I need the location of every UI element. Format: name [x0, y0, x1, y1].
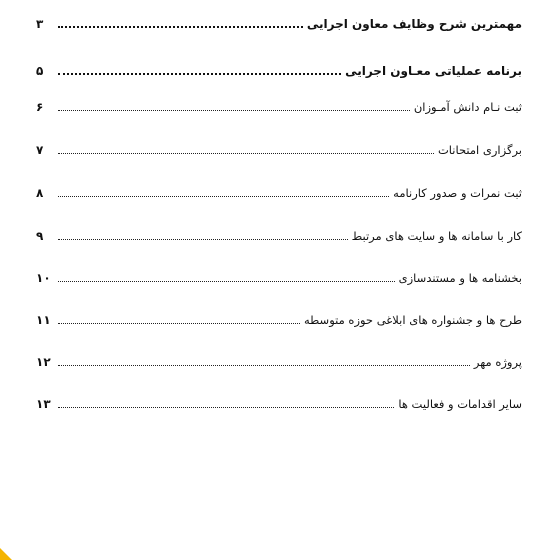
toc-entry-title: سایر اقدامات و فعالیت ها — [398, 397, 522, 411]
toc-entry[interactable] — [36, 392, 522, 412]
toc-entry[interactable] — [36, 224, 522, 244]
toc-page-number: ۹ — [36, 229, 44, 243]
toc-entry[interactable] — [36, 59, 522, 79]
toc-dot-leader — [58, 153, 434, 154]
toc-entry[interactable] — [36, 266, 522, 286]
toc-dot-leader — [58, 110, 410, 111]
toc-entry-title: طرح ها و جشنواره های ابلاغی حوزه متوسطه — [303, 313, 522, 327]
toc-entry[interactable] — [36, 12, 522, 32]
toc-entry[interactable] — [36, 95, 522, 115]
toc-page-number: ۱۰ — [36, 271, 51, 285]
toc-page-number: ۱۱ — [36, 313, 51, 327]
toc-dot-leader — [58, 281, 395, 282]
toc-dot-leader — [58, 239, 348, 240]
toc-entry-title: برگزاری امتحانات — [437, 143, 522, 157]
toc-entry-title: مهمترین شرح وظایف معاون اجرایی — [306, 17, 522, 31]
toc-entry-title: برنامه عملیاتی معـاون اجرایی — [345, 64, 522, 78]
toc-entry[interactable] — [36, 350, 522, 370]
toc-dot-leader — [58, 73, 341, 75]
toc-entry-title: بخشنامه ها و مستندسازی — [398, 271, 522, 285]
toc-entry[interactable] — [36, 181, 522, 201]
corner-accent — [0, 548, 12, 560]
toc-entry-title: ثبت نـام دانش آمـوزان — [413, 100, 522, 114]
toc-page-number: ۳ — [36, 17, 44, 31]
toc-dot-leader — [58, 196, 389, 197]
toc-page-number: ۵ — [36, 64, 44, 78]
toc-dot-leader — [58, 26, 303, 28]
toc-entry[interactable] — [36, 308, 522, 328]
toc-entry-title: کار با سامانه ها و سایت های مرتبط — [351, 229, 522, 243]
toc-page-number: ۱۲ — [36, 355, 51, 369]
toc-dot-leader — [58, 407, 394, 408]
toc-dot-leader — [58, 323, 300, 324]
toc-page-number: ۶ — [36, 100, 44, 114]
toc-page-number: ۱۳ — [36, 397, 51, 411]
toc-entry[interactable] — [36, 138, 522, 158]
toc-entry-title: ثبت نمرات و صدور کارنامه — [393, 186, 522, 200]
toc-dot-leader — [58, 365, 470, 366]
toc-page-number: ۸ — [36, 186, 44, 200]
toc-page-number: ۷ — [36, 143, 44, 157]
toc-entry-title: پروژه مهر — [473, 355, 522, 369]
